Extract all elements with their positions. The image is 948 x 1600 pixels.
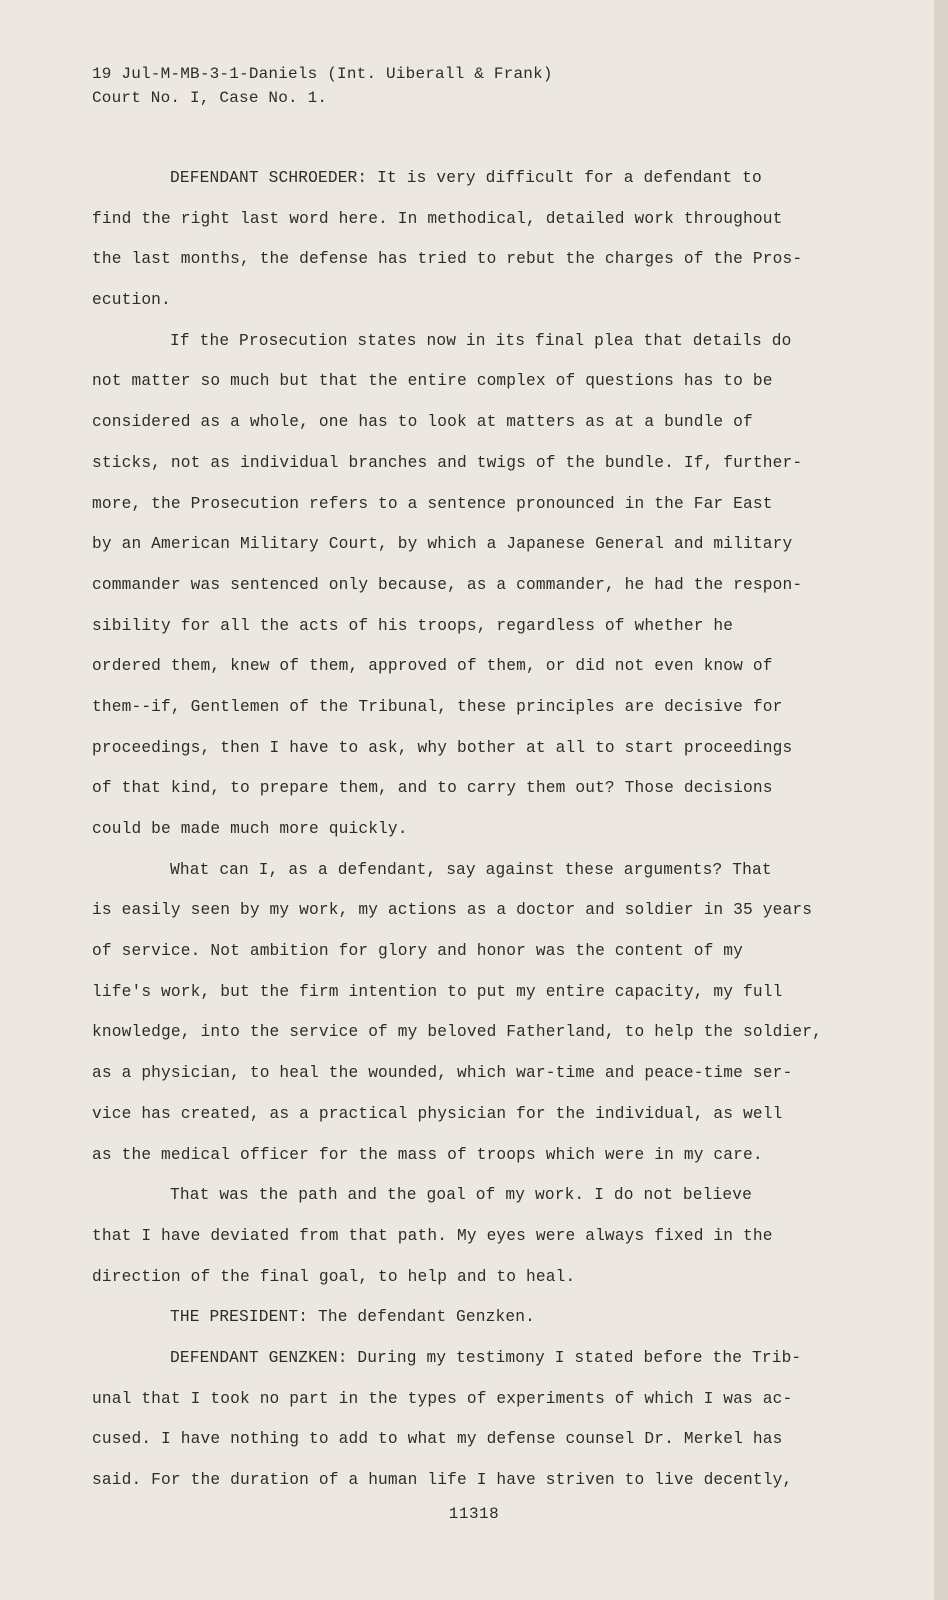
text-line: ecution. — [92, 291, 171, 310]
text-line: as a physician, to heal the wounded, which war-time and peace-time ser- — [92, 1064, 793, 1083]
text-line: the last months, the defense has tried to rebut the charges of the Pros- — [92, 250, 803, 269]
paragraph-prosecution-plea — [92, 321, 842, 850]
transcript-body — [92, 158, 842, 1501]
text-line: knowledge, into the service of my beloved Fatherland, to help the soldier, — [92, 1023, 822, 1042]
paragraph-defendant-argument — [92, 850, 842, 1176]
text-line: sibility for all the acts of his troops, regardless of whether he — [92, 616, 734, 635]
paragraph-genzken — [92, 1338, 842, 1501]
text-line: could be made much more quickly. — [92, 820, 408, 838]
text-line: That was the path and the goal of my work. I do not believe — [170, 1186, 752, 1205]
text-line: DEFENDANT SCHROEDER: It is very difficult for a defendant to — [170, 169, 762, 187]
page-edge — [934, 0, 948, 1600]
text-line: sticks, not as individual branches and twigs of the bundle. If, further- — [92, 453, 803, 472]
text-line: of service. Not ambition for glory and honor was the content of my — [92, 942, 744, 961]
paragraph-president — [92, 1297, 842, 1338]
text-line: cused. I have nothing to add to what my defense counsel Dr. Merkel has — [92, 1430, 783, 1449]
text-line: considered as a whole, one has to look at matters as at a bundle of — [92, 413, 753, 432]
text-line: as the medical officer for the mass of troops which were in my care. — [92, 1145, 763, 1164]
text-line: that I have deviated from that path. My eyes were always fixed in the — [92, 1226, 773, 1245]
text-line: proceedings, then I have to ask, why bother at all to start proceedings — [92, 738, 793, 757]
text-line: life's work, but the firm intention to put my entire capacity, my full — [92, 982, 783, 1001]
page-number: 11318 — [448, 1505, 500, 1523]
text-line: DEFENDANT GENZKEN: During my testimony I stated before the Trib- — [170, 1348, 802, 1367]
text-line: more, the Prosecution refers to a sentence pronounced in the Far East — [92, 494, 773, 513]
text-line: commander was sentenced only because, as a commander, he had the respon- — [92, 575, 803, 594]
text-line: If the Prosecution states now in its final plea that details do — [170, 331, 792, 350]
text-line: ordered them, knew of them, approved of them, or did not even know of — [92, 657, 773, 676]
text-line: unal that I took no part in the types of experiments of which I was ac- — [92, 1389, 793, 1408]
text-line: vice has created, as a practical physician for the individual, as well — [92, 1104, 783, 1123]
text-line: by an American Military Court, by which a Japanese General and military — [92, 535, 793, 554]
text-line: What can I, as a defendant, say against these arguments? That — [170, 860, 772, 879]
text-line: THE PRESIDENT: The defendant Genzken. — [170, 1308, 535, 1327]
text-line: not matter so much but that the entire complex of questions has to be — [92, 372, 773, 391]
paragraph-schroeder-intro — [92, 158, 842, 321]
text-line: is easily seen by my work, my actions as a doctor and soldier in 35 years — [92, 901, 813, 920]
text-line: them--if, Gentlemen of the Tribunal, these principles are decisive for — [92, 697, 783, 716]
text-line: find the right last word here. In methodical, detailed work throughout — [92, 209, 783, 228]
text-line: direction of the final goal, to help and to heal. — [92, 1267, 576, 1286]
paragraph-path-goal — [92, 1175, 842, 1297]
text-line: said. For the duration of a human life I have striven to live decently, — [92, 1471, 793, 1489]
header-line-2: Court No. I, Case No. 1. — [92, 89, 328, 107]
header-line-1: 19 Jul-M-MB-3-1-Daniels (Int. Uiberall & Frank) — [92, 65, 553, 83]
document-header — [92, 62, 852, 110]
text-line: of that kind, to prepare them, and to carry them out? Those decisions — [92, 779, 773, 798]
